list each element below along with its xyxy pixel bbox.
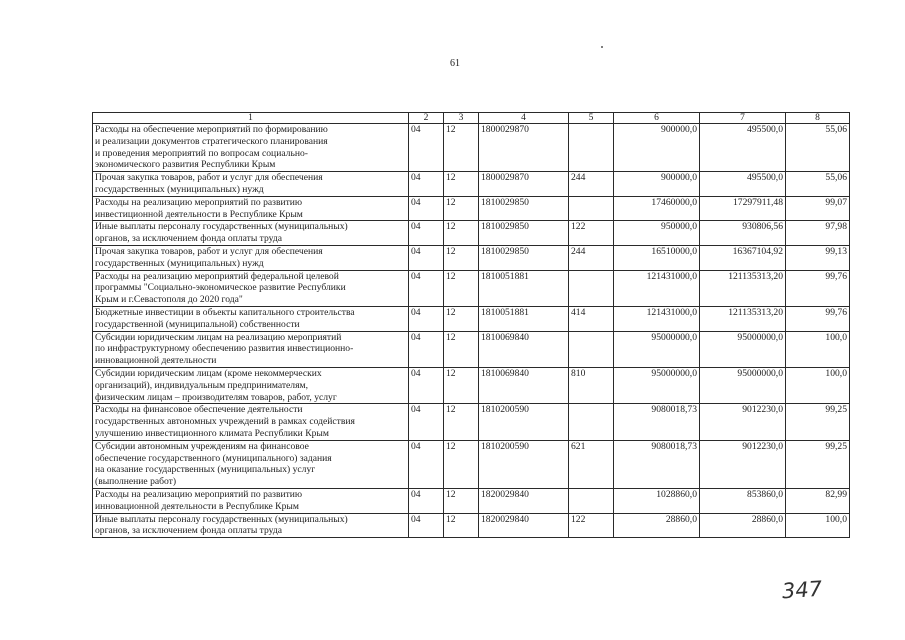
table-row [93,367,850,403]
row-cell-c2: 04 [409,331,444,367]
row-cell-c8: 55,06 [786,172,850,197]
column-header: 8 [786,113,850,124]
row-cell-c7: 28860,0 [700,513,786,538]
row-cell-c4: 1800029870 [479,124,569,172]
row-cell-c8: 100,0 [786,331,850,367]
row-description: Бюджетные инвестиции в объекты капитального строительства государственной (муниципальной) собственности [93,306,409,331]
row-cell-c3: 12 [444,513,479,538]
row-cell-c3: 12 [444,221,479,246]
row-cell-c5 [569,488,614,513]
row-cell-c7: 95000000,0 [700,367,786,403]
row-cell-c3: 12 [444,245,479,270]
row-cell-c6: 1028860,0 [614,488,700,513]
row-description: Расходы на реализацию мероприятий федеральной целевой программы "Социально-экономическое развитие Республики Крым и г.Севастополя до 2020 года" [93,270,409,306]
table-row [93,513,850,538]
column-header: 6 [614,113,700,124]
row-cell-c5: 810 [569,367,614,403]
row-cell-c8: 99,76 [786,270,850,306]
row-cell-c8: 99,13 [786,245,850,270]
row-description: Субсидии юридическим лицам на реализацию мероприятий по инфраструктурному обеспечению развития инвестиционно- инновационной деятельности [93,331,409,367]
row-cell-c2: 04 [409,124,444,172]
row-cell-c4: 1820029840 [479,488,569,513]
row-cell-c7: 9012230,0 [700,440,786,488]
row-cell-c6: 95000000,0 [614,331,700,367]
row-cell-c2: 04 [409,270,444,306]
table-row [93,331,850,367]
row-cell-c4: 1810200590 [479,440,569,488]
row-cell-c5: 122 [569,221,614,246]
row-cell-c6: 900000,0 [614,124,700,172]
column-header: 3 [444,113,479,124]
row-cell-c8: 97,98 [786,221,850,246]
row-cell-c5: 621 [569,440,614,488]
expenditure-table [92,112,850,538]
row-cell-c5 [569,404,614,440]
row-cell-c5 [569,196,614,221]
row-cell-c4: 1810200590 [479,404,569,440]
row-description: Расходы на обеспечение мероприятий по формированию и реализации документов стратегического планирования и проведения мероприятий по вопросам социально- экономического развития Республики Крым [93,124,409,172]
row-cell-c2: 04 [409,221,444,246]
table-row [93,245,850,270]
row-description: Субсидии автономным учреждениям на финансовое обеспечение государственного (муниципального) задания на оказание государственных (муниципальных) услуг (выполнение работ) [93,440,409,488]
column-header: 5 [569,113,614,124]
table-row [93,124,850,172]
row-cell-c5 [569,270,614,306]
row-cell-c3: 12 [444,270,479,306]
page-number: 61 [450,58,460,69]
table-row [93,404,850,440]
column-header: 1 [93,113,409,124]
table-row [93,172,850,197]
row-cell-c5: 244 [569,245,614,270]
table-row [93,270,850,306]
row-cell-c5: 122 [569,513,614,538]
row-cell-c3: 12 [444,404,479,440]
row-cell-c3: 12 [444,124,479,172]
row-description: Прочая закупка товаров, работ и услуг для обеспечения государственных (муниципальных) нужд [93,172,409,197]
header-row [93,113,850,124]
row-cell-c2: 04 [409,488,444,513]
row-cell-c4: 1810069840 [479,367,569,403]
column-header: 4 [479,113,569,124]
row-cell-c6: 28860,0 [614,513,700,538]
row-cell-c4: 1810069840 [479,331,569,367]
row-cell-c3: 12 [444,306,479,331]
row-cell-c3: 12 [444,488,479,513]
row-cell-c8: 82,99 [786,488,850,513]
row-cell-c2: 04 [409,404,444,440]
row-cell-c8: 55,06 [786,124,850,172]
row-cell-c6: 16510000,0 [614,245,700,270]
row-cell-c8: 99,25 [786,440,850,488]
row-cell-c6: 950000,0 [614,221,700,246]
scan-speck [601,46,603,48]
row-cell-c2: 04 [409,306,444,331]
table-row [93,488,850,513]
row-cell-c8: 100,0 [786,513,850,538]
row-cell-c4: 1810051881 [479,306,569,331]
table-row [93,306,850,331]
table-row [93,196,850,221]
row-cell-c7: 17297911,48 [700,196,786,221]
row-cell-c6: 17460000,0 [614,196,700,221]
row-cell-c3: 12 [444,331,479,367]
row-cell-c4: 1810051881 [479,270,569,306]
row-description: Иные выплаты персоналу государственных (муниципальных) органов, за исключением фонда оплаты труда [93,221,409,246]
row-cell-c2: 04 [409,513,444,538]
row-cell-c5 [569,331,614,367]
handwritten-sheet-number: 347 [781,576,823,604]
row-cell-c3: 12 [444,172,479,197]
row-cell-c7: 121135313,20 [700,270,786,306]
row-cell-c2: 04 [409,196,444,221]
row-cell-c2: 04 [409,367,444,403]
row-cell-c6: 121431000,0 [614,270,700,306]
row-cell-c6: 900000,0 [614,172,700,197]
row-cell-c6: 9080018,73 [614,440,700,488]
table-row [93,440,850,488]
row-cell-c7: 853860,0 [700,488,786,513]
row-cell-c7: 16367104,92 [700,245,786,270]
row-cell-c3: 12 [444,196,479,221]
table-row [93,221,850,246]
row-cell-c6: 9080018,73 [614,404,700,440]
row-cell-c3: 12 [444,367,479,403]
row-cell-c8: 99,76 [786,306,850,331]
row-description: Субсидии юридическим лицам (кроме некоммерческих организаций), индивидуальным предпринимателям, физическим лицам – производителям товаров, работ, услуг [93,367,409,403]
row-cell-c6: 121431000,0 [614,306,700,331]
row-cell-c4: 1800029870 [479,172,569,197]
row-cell-c6: 95000000,0 [614,367,700,403]
row-description: Прочая закупка товаров, работ и услуг для обеспечения государственных (муниципальных) нужд [93,245,409,270]
row-cell-c8: 100,0 [786,367,850,403]
row-cell-c7: 930806,56 [700,221,786,246]
row-cell-c4: 1820029840 [479,513,569,538]
row-cell-c4: 1810029850 [479,221,569,246]
row-cell-c5: 414 [569,306,614,331]
column-header: 7 [700,113,786,124]
row-description: Расходы на реализацию мероприятий по развитию инвестиционной деятельности в Республике Крым [93,196,409,221]
row-cell-c7: 495500,0 [700,172,786,197]
row-description: Расходы на реализацию мероприятий по развитию инновационной деятельности в Республике Крым [93,488,409,513]
row-cell-c2: 04 [409,245,444,270]
row-cell-c8: 99,25 [786,404,850,440]
row-cell-c4: 1810029850 [479,245,569,270]
row-cell-c4: 1810029850 [479,196,569,221]
row-cell-c7: 121135313,20 [700,306,786,331]
row-cell-c5: 244 [569,172,614,197]
column-header: 2 [409,113,444,124]
row-cell-c5 [569,124,614,172]
row-cell-c2: 04 [409,172,444,197]
row-cell-c2: 04 [409,440,444,488]
row-description: Расходы на финансовое обеспечение деятельности государственных автономных учреждений в рамках содействия улучшению инвестиционного климата Республики Крым [93,404,409,440]
row-cell-c7: 95000000,0 [700,331,786,367]
row-cell-c8: 99,07 [786,196,850,221]
row-description: Иные выплаты персоналу государственных (муниципальных) органов, за исключением фонда оплаты труда [93,513,409,538]
row-cell-c7: 495500,0 [700,124,786,172]
row-cell-c3: 12 [444,440,479,488]
row-cell-c7: 9012230,0 [700,404,786,440]
